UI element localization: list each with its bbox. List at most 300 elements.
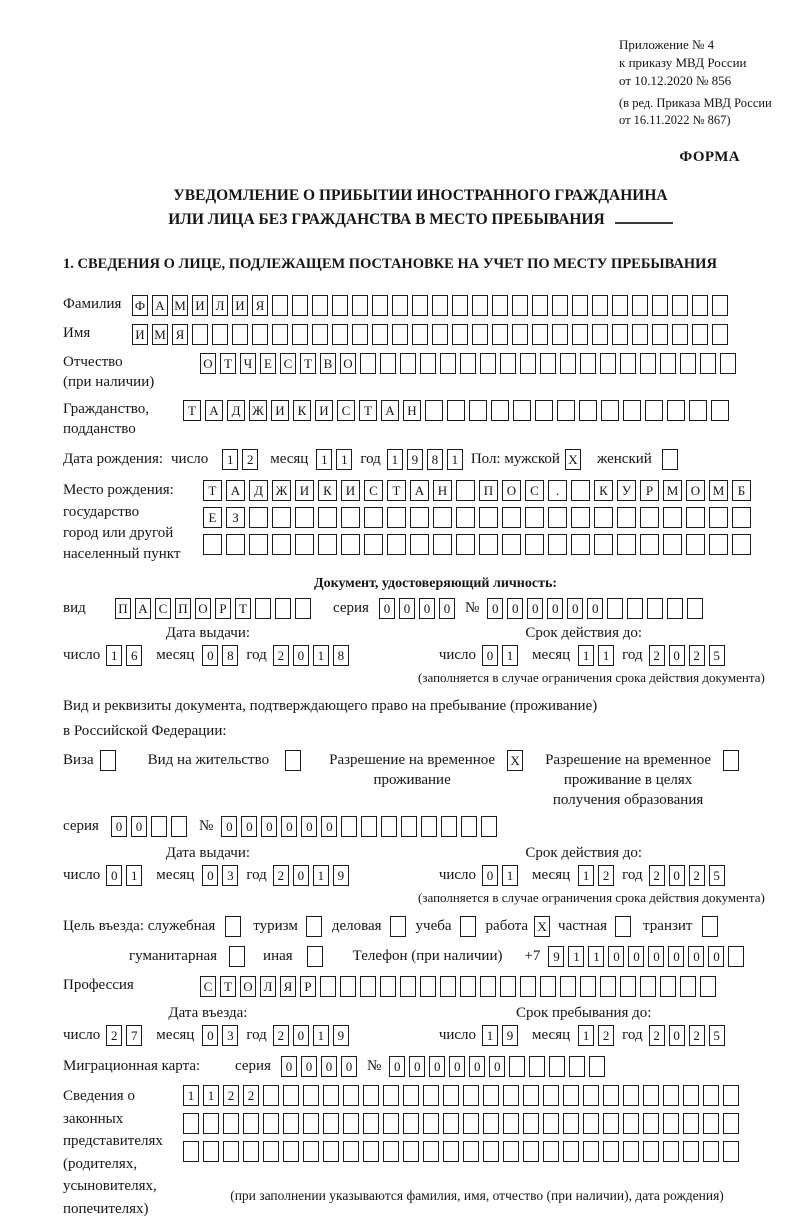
form-cell: О	[200, 353, 216, 374]
month-label: месяц	[532, 1027, 571, 1044]
form-cell	[543, 1113, 559, 1134]
form-cell	[403, 1085, 419, 1106]
legal-reps-row1	[183, 1085, 771, 1106]
form-cell: А	[135, 598, 151, 619]
doc-valid-note: (заполняется в случае ограничения срока действия документа)	[418, 669, 765, 685]
form-cell	[295, 598, 311, 619]
form-cell	[461, 816, 477, 837]
form-cell: 0	[669, 1025, 685, 1046]
form-cell	[652, 295, 668, 316]
form-cell: И	[341, 480, 360, 501]
form-cell	[692, 295, 708, 316]
form-cell	[441, 816, 457, 837]
form-cell: И	[132, 324, 148, 345]
form-cell: 0	[628, 946, 644, 967]
entry-month	[202, 1025, 242, 1046]
form-cell: Т	[203, 480, 222, 501]
form-cell: 0	[648, 946, 664, 967]
form-cell: Я	[172, 324, 188, 345]
form-cell	[492, 295, 508, 316]
form-cell: 0	[527, 598, 543, 619]
form-cell	[723, 1141, 739, 1162]
form-cell: 0	[281, 1056, 297, 1077]
form-cell: 0	[668, 946, 684, 967]
form-cell	[341, 816, 357, 837]
form-cell	[503, 1085, 519, 1106]
field-migration-card	[63, 1056, 778, 1077]
private-checkbox	[615, 916, 635, 937]
form-cell: .	[548, 480, 567, 501]
mig-series-boxes	[281, 1056, 361, 1077]
form-cell: 3	[222, 865, 238, 886]
form-cell: 9	[333, 865, 349, 886]
form-cell: 0	[293, 1025, 309, 1046]
form-cell: 9	[407, 449, 423, 470]
form-cell: 0	[608, 946, 624, 967]
legal-reps-label: Сведения о законных представителях (родителях, усыновителях, попечителях)	[63, 1088, 163, 1217]
form-cell	[660, 976, 676, 997]
form-cell	[255, 598, 271, 619]
doc-kind-boxes	[115, 598, 315, 619]
form-cell	[412, 295, 428, 316]
form-cell	[592, 295, 608, 316]
form-cell	[403, 1141, 419, 1162]
form-cell: А	[226, 480, 245, 501]
mig-series-label: серия	[235, 1058, 271, 1075]
form-cell	[535, 400, 553, 421]
day-label: число	[63, 1027, 101, 1044]
legal-reps-row3	[183, 1141, 771, 1162]
form-cell: Т	[220, 353, 236, 374]
year-label: год	[246, 1027, 267, 1044]
birthdate-label: Дата рождения:	[63, 451, 164, 468]
form-cell	[303, 1113, 319, 1134]
form-cell	[283, 1113, 299, 1134]
form-cell: Р	[215, 598, 231, 619]
form-cell	[563, 1141, 579, 1162]
field-birthplace	[63, 480, 778, 565]
form-cell	[283, 1085, 299, 1106]
form-cell: 0	[567, 598, 583, 619]
form-cell	[460, 916, 476, 937]
form-cell	[709, 534, 728, 555]
day-label: число	[438, 646, 477, 663]
issue-date-label: Дата выдачи:	[165, 624, 251, 641]
form-cell	[583, 1141, 599, 1162]
form-cell	[249, 534, 268, 555]
migration-card-label: Миграционная карта:	[63, 1058, 201, 1075]
form-cell: 0	[487, 598, 503, 619]
form-cell	[723, 750, 739, 771]
form-cell	[272, 507, 291, 528]
form-cell	[525, 534, 544, 555]
rvp-option	[329, 750, 527, 791]
stay-month	[578, 1025, 618, 1046]
form-cell	[711, 400, 729, 421]
form-cell: 0	[482, 645, 498, 666]
day-label: число	[63, 646, 101, 663]
form-cell	[295, 507, 314, 528]
entry-year	[273, 1025, 353, 1046]
form-cell	[513, 400, 531, 421]
form-cell	[318, 534, 337, 555]
form-cell	[223, 1113, 239, 1134]
form-cell	[323, 1085, 339, 1106]
form-cell: С	[337, 400, 355, 421]
field-name	[63, 324, 778, 345]
form-cell	[723, 1113, 739, 1134]
legal-reps-note: (при заполнении указываются фамилия, имя, отчество (при наличии), дата рождения)	[230, 1188, 724, 1204]
form-cell	[433, 534, 452, 555]
form-cell: 0	[281, 816, 297, 837]
residence-label: Вид на жительство	[147, 751, 270, 768]
form-cell	[480, 353, 496, 374]
form-cell: 1	[588, 946, 604, 967]
form-cell	[183, 1113, 199, 1134]
permit-valid-note: (заполняется в случае ограничения срока действия документа)	[418, 890, 765, 906]
form-cell: Я	[280, 976, 296, 997]
form-cell	[620, 353, 636, 374]
form-cell: X	[534, 916, 550, 937]
business-label: деловая	[331, 918, 382, 935]
business-checkbox	[390, 916, 410, 937]
form-cell: 2	[273, 645, 289, 666]
other-checkbox	[307, 946, 327, 967]
sex-female-label: женский	[596, 451, 652, 468]
citizenship-boxes	[183, 400, 733, 421]
title-blank-underline	[615, 222, 673, 224]
form-cell	[472, 295, 488, 316]
form-cell	[420, 353, 436, 374]
form-cell	[192, 324, 208, 345]
form-cell	[503, 1113, 519, 1134]
form-cell	[403, 1113, 419, 1134]
form-cell	[672, 324, 688, 345]
form-cell: 8	[222, 645, 238, 666]
rvp-checkbox	[507, 750, 527, 791]
form-cell	[680, 353, 696, 374]
form-cell	[623, 1085, 639, 1106]
form-cell: 5	[709, 1025, 725, 1046]
form-cell	[500, 353, 516, 374]
form-cell: Л	[260, 976, 276, 997]
form-cell	[571, 534, 590, 555]
month-label: месяц	[270, 451, 309, 468]
form-cell: П	[479, 480, 498, 501]
form-cell: И	[315, 400, 333, 421]
form-cell	[503, 1141, 519, 1162]
month-label: месяц	[532, 646, 571, 663]
form-cell	[680, 976, 696, 997]
doc-valid-year	[649, 645, 729, 666]
form-cell	[712, 295, 728, 316]
visa-option	[63, 750, 120, 771]
form-cell	[440, 353, 456, 374]
form-cell	[364, 534, 383, 555]
birthplace-row1	[203, 480, 755, 501]
rvp-label: Разрешение на временное проживание	[329, 751, 496, 788]
birth-day-boxes	[222, 449, 262, 470]
form-cell	[603, 1085, 619, 1106]
form-cell: 2	[243, 1085, 259, 1106]
form-cell: Е	[260, 353, 276, 374]
form-cell	[583, 1085, 599, 1106]
form-cell	[660, 353, 676, 374]
phone-label: Телефон (при наличии)	[352, 948, 503, 965]
form-cell: 1	[598, 645, 614, 666]
form-cell	[285, 750, 301, 771]
form-cell	[500, 976, 516, 997]
form-cell	[732, 507, 751, 528]
form-cell: 0	[708, 946, 724, 967]
doc-issue-day	[106, 645, 146, 666]
form-cell: Д	[227, 400, 245, 421]
form-cell	[249, 507, 268, 528]
form-cell: 0	[399, 598, 415, 619]
form-cell	[702, 916, 718, 937]
form-cell: 9	[502, 1025, 518, 1046]
form-cell	[303, 1085, 319, 1106]
form-cell: О	[195, 598, 211, 619]
requisite-line: Приложение № 4	[619, 37, 715, 52]
form-cell	[712, 324, 728, 345]
month-label: месяц	[156, 1027, 195, 1044]
form-cell: 1	[313, 865, 329, 886]
form-cell: 2	[689, 645, 705, 666]
form-cell	[700, 353, 716, 374]
form-cell	[571, 480, 590, 501]
form-cell	[520, 976, 536, 997]
form-cell	[203, 1141, 219, 1162]
form-cell: 2	[689, 865, 705, 886]
form-cell	[549, 1056, 565, 1077]
form-cell: 0	[429, 1056, 445, 1077]
form-cell	[548, 534, 567, 555]
form-cell: 1	[126, 865, 142, 886]
doc-issue-month	[202, 645, 242, 666]
form-cell	[456, 480, 475, 501]
permit-number-label: №	[199, 818, 214, 835]
form-cell	[423, 1113, 439, 1134]
form-cell: Р	[300, 976, 316, 997]
form-cell	[400, 976, 416, 997]
order-requisites	[619, 36, 778, 129]
form-cell: 0	[241, 816, 257, 837]
form-cell	[469, 400, 487, 421]
form-cell	[372, 295, 388, 316]
form-cell	[263, 1085, 279, 1106]
form-cell	[552, 324, 568, 345]
form-cell	[643, 1113, 659, 1134]
form-cell	[363, 1113, 379, 1134]
entry-date-label: Дата въезда:	[168, 1005, 248, 1022]
form-cell	[212, 324, 228, 345]
form-cell	[463, 1085, 479, 1106]
form-cell: 1	[578, 645, 594, 666]
form-cell	[728, 946, 744, 967]
form-cell	[479, 507, 498, 528]
rvp-edu-label: Разрешение на временное проживание в целях получения образования	[545, 751, 712, 809]
form-cell	[425, 400, 443, 421]
form-cell: 3	[222, 1025, 238, 1046]
form-cell: 0	[202, 865, 218, 886]
day-label: число	[438, 867, 477, 884]
form-cell: 1	[183, 1085, 199, 1106]
form-cell	[583, 1113, 599, 1134]
residence-option	[148, 750, 305, 771]
form-cell	[700, 976, 716, 997]
form-cell	[557, 400, 575, 421]
form-cell	[390, 916, 406, 937]
form-cell: Т	[183, 400, 201, 421]
form-cell: П	[175, 598, 191, 619]
form-cell: 2	[598, 865, 614, 886]
rvp-edu-option	[545, 750, 743, 811]
form-cell	[363, 1085, 379, 1106]
purpose-label: Цель въезда: служебная	[63, 918, 216, 935]
form-cell	[387, 534, 406, 555]
form-cell: 0	[111, 816, 127, 837]
permit-valid-group	[439, 845, 729, 886]
section1-heading: 1. СВЕДЕНИЯ О ЛИЦЕ, ПОДЛЕЖАЩЕМ ПОСТАНОВКЕ НА УЧЕТ ПО МЕСТУ ПРЕБЫВАНИЯ	[63, 256, 717, 273]
form-cell	[440, 976, 456, 997]
form-cell: 2	[273, 1025, 289, 1046]
visa-checkbox	[100, 750, 120, 771]
requisite-line: к приказу МВД России	[619, 54, 747, 70]
field-citizenship	[63, 400, 778, 439]
doc-valid-group	[439, 625, 729, 666]
form-cell	[483, 1141, 499, 1162]
form-cell	[352, 324, 368, 345]
form-cell	[263, 1141, 279, 1162]
legal-reps-boxes-block	[183, 1085, 771, 1204]
form-cell: И	[271, 400, 289, 421]
form-cell: Д	[249, 480, 268, 501]
form-cell	[683, 1113, 699, 1134]
form-cell	[703, 1141, 719, 1162]
form-cell	[709, 507, 728, 528]
year-label: год	[622, 867, 643, 884]
form-cell: 1	[222, 449, 238, 470]
identity-doc-heading: Документ, удостоверяющий личность:	[313, 575, 558, 591]
form-cell: О	[502, 480, 521, 501]
form-cell	[343, 1141, 359, 1162]
form-cell: 0	[482, 865, 498, 886]
form-cell: 1	[578, 1025, 594, 1046]
form-cell	[203, 1113, 219, 1134]
form-cell	[645, 400, 663, 421]
doc-dates	[63, 625, 778, 666]
form-cell	[463, 1113, 479, 1134]
form-cell: О	[240, 976, 256, 997]
form-cell	[323, 1141, 339, 1162]
form-cell: Ж	[272, 480, 291, 501]
form-cell: 0	[293, 865, 309, 886]
form-cell	[548, 507, 567, 528]
birth-year-boxes	[387, 449, 467, 470]
form-cell	[432, 295, 448, 316]
form-cell: 0	[221, 816, 237, 837]
permit-issue-day	[106, 865, 146, 886]
form-cell	[563, 1113, 579, 1134]
form-cell: С	[280, 353, 296, 374]
legal-reps-row2	[183, 1113, 771, 1134]
form-cell	[380, 976, 396, 997]
permit-issue-year	[273, 865, 353, 886]
form-cell	[617, 534, 636, 555]
form-cell: 0	[547, 598, 563, 619]
form-cell: 1	[336, 449, 352, 470]
form-cell	[617, 507, 636, 528]
form-cell: 7	[126, 1025, 142, 1046]
form-cell	[520, 353, 536, 374]
form-cell: А	[205, 400, 223, 421]
form-cell	[100, 750, 116, 771]
form-cell	[689, 400, 707, 421]
form-cell	[563, 1085, 579, 1106]
form-cell	[612, 295, 628, 316]
form-cell: К	[318, 480, 337, 501]
surname-boxes	[132, 295, 732, 316]
form-label: ФОРМА	[679, 149, 740, 166]
form-cell	[410, 534, 429, 555]
permit-valid-day	[482, 865, 522, 886]
form-cell: 1	[313, 1025, 329, 1046]
form-cell	[601, 400, 619, 421]
birthplace-row3	[203, 534, 755, 555]
form-cell	[433, 507, 452, 528]
form-cell	[572, 295, 588, 316]
field-purpose	[63, 916, 778, 937]
form-cell	[272, 295, 288, 316]
year-label: год	[622, 646, 643, 663]
year-label: год	[360, 451, 381, 468]
form-cell: 0	[439, 598, 455, 619]
official-checkbox	[225, 916, 245, 937]
year-label: год	[246, 646, 267, 663]
form-cell	[532, 295, 548, 316]
form-cell	[318, 507, 337, 528]
form-cell	[623, 1141, 639, 1162]
form-cell	[392, 295, 408, 316]
birthplace-row2	[203, 507, 755, 528]
form-cell: Ф	[132, 295, 148, 316]
form-cell	[560, 976, 576, 997]
doc-series-boxes	[379, 598, 459, 619]
form-cell	[600, 353, 616, 374]
form-cell	[663, 534, 682, 555]
form-cell: Р	[640, 480, 659, 501]
permit-series-boxes	[111, 816, 191, 837]
form-cell	[572, 324, 588, 345]
form-cell	[687, 598, 703, 619]
doc-number-label: №	[464, 599, 480, 616]
form-cell: А	[152, 295, 168, 316]
form-cell: 0	[379, 598, 395, 619]
form-cell	[623, 1113, 639, 1134]
permit-dates	[63, 845, 778, 886]
form-cell: 0	[131, 816, 147, 837]
form-cell: 1	[502, 645, 518, 666]
form-cell	[560, 353, 576, 374]
form-cell	[523, 1085, 539, 1106]
form-cell: 8	[333, 645, 349, 666]
doc-number-boxes	[487, 598, 707, 619]
form-cell: 0	[409, 1056, 425, 1077]
form-cell	[662, 449, 678, 470]
form-cell: 6	[126, 645, 142, 666]
form-cell	[272, 324, 288, 345]
